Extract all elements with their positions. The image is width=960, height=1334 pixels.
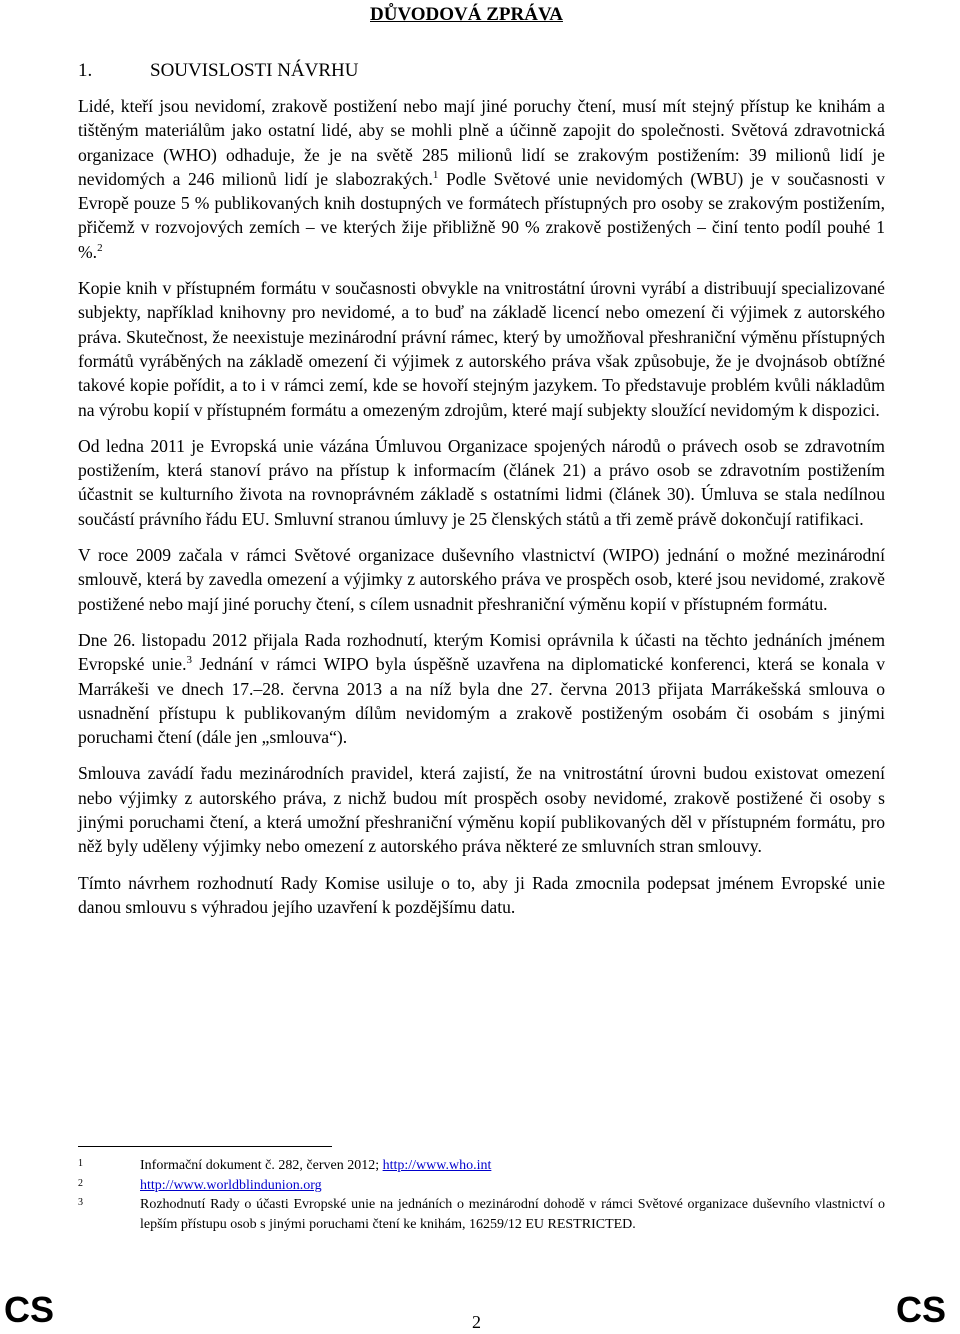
body-text xyxy=(78,94,885,931)
footnote-ref-2[interactable]: 2 xyxy=(97,241,103,254)
section-number: 1. xyxy=(78,60,93,81)
footnote-number: 3 xyxy=(78,1197,83,1208)
paragraph-4: V roce 2009 začala v rámci Světové organizace duševního vlastnictví (WIPO) jednání o možné mezinárodní smlouvě, která by zavedla omezení a výjimky z autorského práva ve prospěch osob, které jsou nevidomé, zrakově postižené nebo mají jiné poruchy čtení, s cílem usnadnit přeshraniční výměnu kopií v přístupném formátu. xyxy=(78,545,885,614)
worldblindunion-link[interactable]: http://www.worldblindunion.org xyxy=(140,1177,322,1193)
footnote-ref-3[interactable]: 3 xyxy=(186,654,192,667)
footnotes xyxy=(78,1156,885,1234)
page-title: DŮVODOVÁ ZPRÁVA xyxy=(370,4,563,25)
paragraph-1-part-a: Lidé, kteří jsou nevidomí, zrakově postižení nebo mají jiné poruchy čtení, musí mít stejný přístup ke knihám a tištěným materiálům jako ostatní lidé, aby se mohli plně a účinně zapojit do společnosti. Světová zdravotnická organizace (WHO) odhaduje, že je na světě 285 milionů lidí se zrakovým postižením: 39 milionů lidí je nevidomých a 246 milionů lidí je slabozrakých. xyxy=(78,96,885,189)
footnote-number: 2 xyxy=(78,1177,83,1189)
paragraph-5 xyxy=(78,628,885,749)
page-number: 2 xyxy=(472,1312,481,1332)
footnote-2 xyxy=(78,1176,885,1196)
paragraph-5-part-b: Jednání v rámci WIPO byla úspěšně uzavřena na diplomatické konferenci, která se konala v Marrákeši ve dnech 17.–28. června 2013 a na níž byla dne 27. června 2013 přijata Marrákešská smlouva o usnadnění přístupu k publikovaným dílům nevidomým a zrakově postiženým osobám či osobám s jinými poruchami čtení (dále jen „smlouva“). xyxy=(78,654,885,748)
section-heading xyxy=(78,60,358,82)
footnote-1 xyxy=(78,1156,885,1176)
paragraph-5-part-a: Dne 26. listopadu 2012 přijala Rada rozhodnutí, kterým Komisi oprávnila k účasti na těchto jednáních jménem Evropské unie. xyxy=(78,629,885,675)
footnote-ref-1[interactable]: 1 xyxy=(432,169,439,182)
paragraph-6: Smlouva zavádí řadu mezinárodních pravidel, která zajistí, že na vnitrostátní úrovni budou existovat omezení nebo výjimky z autorského práva, z nichž budou mít prospěch osoby nevidomé, zrakově postižené či osoby s jinými poruchami čtení, a která umožní přeshraniční výměnu kopií publikovaných děl v přístupném formátu, pro něž byly uděleny výjimky nebo omezení z autorského práva některé ze smluvních stran smlouvy. xyxy=(78,763,885,857)
footnote-text: Informační dokument č. 282, červen 2012; xyxy=(140,1158,383,1173)
paragraph-7: Tímto návrhem rozhodnutí Rady Komise usiluje o to, aby ji Rada zmocnila podepsat jménem Evropské unie danou smlouvu s výhradou jejího uzavření k pozdějšímu datu. xyxy=(78,872,885,917)
who-link[interactable]: http://www.who.int xyxy=(382,1158,492,1173)
footnote-number: 1 xyxy=(78,1158,83,1169)
footnote-3 xyxy=(78,1195,885,1234)
paragraph-3: Od ledna 2011 je Evropská unie vázána Úmluvou Organizace spojených národů o právech osob se zdravotním postižením, která stanoví právo na přístup k informacím (článek 21) a právo osob se zdravotním postižením účastnit se kulturního života na rovnoprávném základě s ostatními lidmi (článek 30). Úmluva se stala nedílnou součástí právního řádu EU. Smluvní stranou úmluvy je 25 členských států a tři země právě dokončují ratifikaci. xyxy=(78,435,885,529)
footnote-separator xyxy=(78,1146,332,1147)
paragraph-2: Kopie knih v přístupném formátu v současnosti obvykle na vnitrostátní úrovni vyrábí a distribuují specializované subjekty, například knihovny pro nevidomé, a to buď na základě licencí nebo omezení či výjimek z autorského práva. Skutečnost, že neexistuje mezinárodní právní rámec, který by umožňoval přeshraniční výměnu přístupných formátů vyráběných na základě omezení či výjimek z autorského práva však způsobuje, že je dvojnásob obtížné takové kopie pořídit, a to i v rámci zemí, kde se hovoří stejným jazykem. To představuje problém kvůli nákladům na výrobu kopií v přístupném formátu a omezeným zdrojům, které mají subjekty sloužící nevidomým k dispozici. xyxy=(78,278,885,420)
paragraph-1 xyxy=(78,94,885,264)
footnote-text: Rozhodnutí Rady o účasti Evropské unie na jednáních o mezinárodní dohodě v rámci Světové organizace duševního vlastnictví o lepším přístupu osob s jinými poruchami čtení ke knihám, 16259/12 EU RESTRICTED. xyxy=(140,1197,885,1232)
paragraph-1-part-b: Podle Světové unie nevidomých (WBU) je v současnosti v Evropě pouze 5 % publikovaných knih dostupných ve formátech přístupných pro osoby se zrakovým postižením, přičemž v rozvojových zemích – ve kterých žije přibližně 90 % zrakově postižených – činí tento podíl pouhé 1 %. xyxy=(78,168,885,262)
section-heading-text: SOUVISLOSTI NÁVRHU xyxy=(150,60,359,81)
language-code-right: CS xyxy=(896,1289,947,1330)
language-code-left: CS xyxy=(4,1289,55,1330)
